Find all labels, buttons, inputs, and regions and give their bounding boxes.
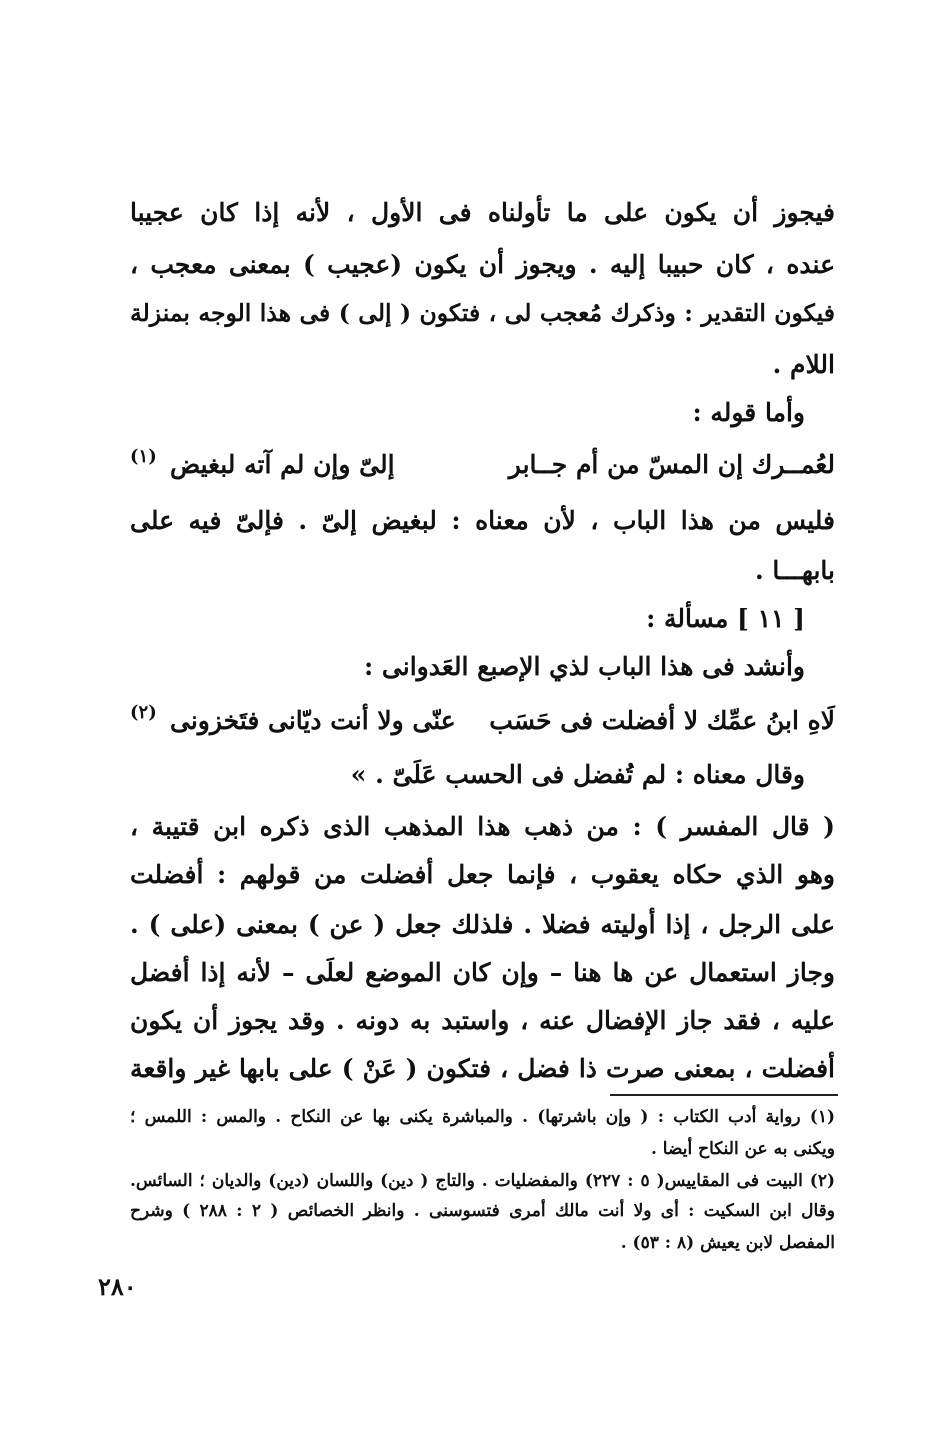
footnote-line: (٢) البيت فى المقاييس( ٥ : ٢٢٧) والمفضليات . والتاج ( دين) واللسان (دين) والديان ؛ السائس. xyxy=(130,1171,835,1191)
text-line: فيكون التقدير : وذكرك مُعجب لى ، فتكون ( إلى ) فى هذا الوجه بمنزلة xyxy=(130,299,835,327)
page-number: ٢٨٠ xyxy=(98,1272,137,1301)
footnote-line: ويكنى به عن النكاح أيضا . xyxy=(650,1139,835,1159)
text-line: وهو الذي حكاه يعقوب ، فإنما جعل أفضلت من قولهم : أفضلت xyxy=(130,860,835,889)
text-line: أفضلت ، بمعنى صرت ذا فضل ، فتكون ( عَنْ ) على بابها غير واقعة xyxy=(130,1054,835,1083)
text-line: على الرجل ، إذا أوليته فضلا . فلذلك جعل ( عن ) بمعنى (على ) . xyxy=(130,910,835,939)
text-line: ( قال المفسر ) : من ذهب هذا المذهب الذى ذكره ابن قتيبة ، xyxy=(130,812,835,841)
verse-line xyxy=(130,702,835,736)
text-line: وأنشد فى هذا الباب لذي الإصبع العَدوانى : xyxy=(363,652,805,681)
verse-hemistich: إلىّ وإن لم آته لبغيض xyxy=(170,450,395,479)
footnote-line: وقال ابن السكيت : أى ولا أنت مالك أمرى فتسوسنى . وانظر الخصائص ( ٢ : ٢٨٨ ) وشرح xyxy=(130,1201,835,1221)
text-line: بابهـــا . xyxy=(754,556,835,585)
footnote-marker: (٢) xyxy=(130,702,157,723)
text-line: وجاز استعمال عن ها هنا – وإن كان الموضع لعلَى – لأنه إذا أفضل xyxy=(130,958,835,987)
text-line: عنده ، كان حبيبا إليه . ويجوز أن يكون (عجيب ) بمعنى معجب ، xyxy=(130,250,835,279)
footnote-line: (١) رواية أدب الكتاب : ( وإن باشرتها) . والمباشرة يكنى بها عن النكاح . والمس : اللمس ؛ xyxy=(130,1107,835,1127)
section-heading: [ ١١ ] مسألة : xyxy=(646,604,805,633)
verse-hemistich: لعُمــرك إن المسّ من أم جــابر xyxy=(508,450,835,479)
text-line: فليس من هذا الباب ، لأن معناه : لبغيض إلىّ . فإلىّ فيه على xyxy=(130,506,835,535)
text-line: وقال معناه : لم تُفضل فى الحسب عَلَىّ . » xyxy=(350,760,805,789)
verse-hemistich: لَاهِ ابنُ عمِّك لا أفضلت فى حَسَب xyxy=(489,706,835,735)
text-line: اللام . xyxy=(772,350,835,379)
footnote-divider xyxy=(610,1094,838,1096)
verse-hemistich: عنّى ولا أنت ديّانى فتَخزونى xyxy=(170,706,456,735)
text-line: وأما قوله : xyxy=(692,398,805,427)
text-line: فيجوز أن يكون على ما تأولناه فى الأول ، لأنه إذا كان عجيبا xyxy=(130,198,835,227)
text-line: عليه ، فقد جاز الإفضال عنه ، واستبد به دونه . وقد يجوز أن يكون xyxy=(130,1006,835,1035)
footnote-line: المفصل لابن يعيش (٨ : ٥٣) . xyxy=(620,1233,835,1253)
footnote-marker: (١) xyxy=(130,446,157,467)
verse-line xyxy=(130,446,835,480)
